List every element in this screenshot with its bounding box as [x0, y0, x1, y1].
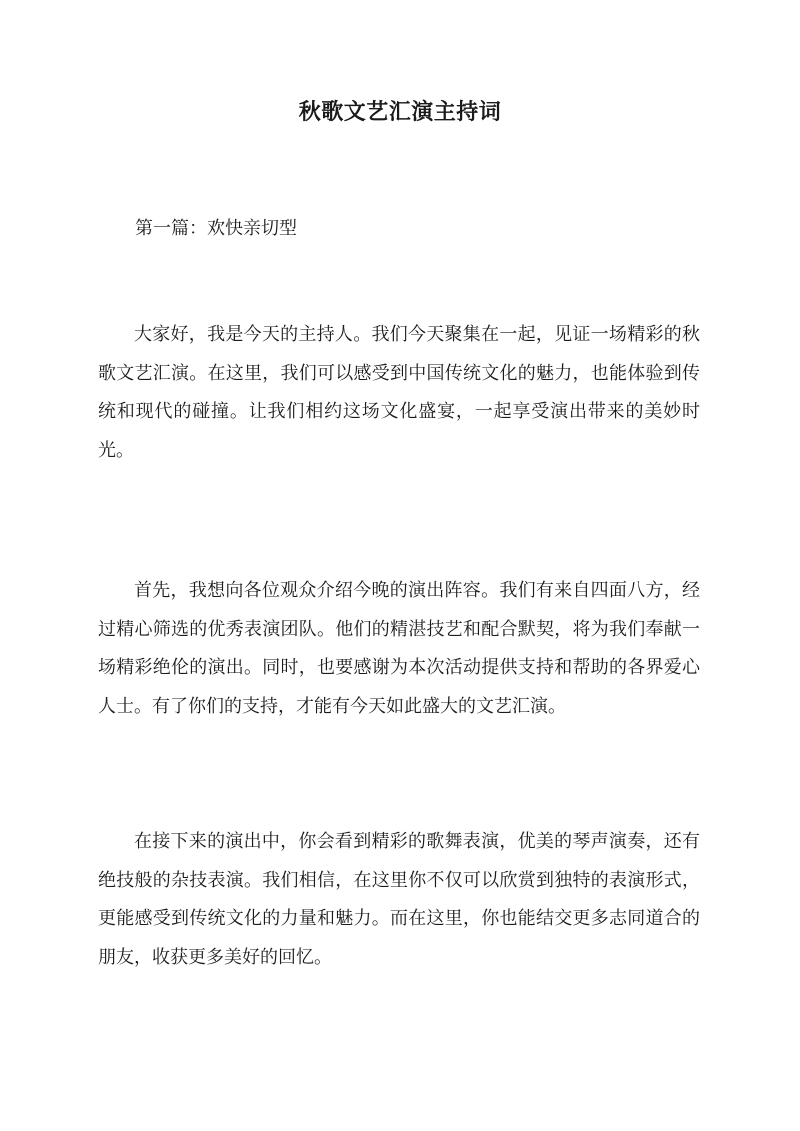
document-title: 秋歌文艺汇演主持词 [298, 99, 502, 125]
paragraph-intro: 大家好，我是今天的主持人。我们今天聚集在一起，见证一场精彩的秋歌文艺汇演。在这里，我们可以感受到中国传统文化的魅力，也能体验到传统和现代的碰撞。让我们相约这场文化盛宴，一起享受演出带来的美妙时光。 [98, 324, 700, 461]
paragraph-lineup: 首先，我想向各位观众介绍今晚的演出阵容。我们有来自四面八方，经过精心筛选的优秀表演团队。他们的精湛技艺和配合默契，将为我们奉献一场精彩绝伦的演出。同时，也要感谢为本次活动提供支持和帮助的各界爱心人士。有了你们的支持，才能有今天如此盛大的文艺汇演。 [98, 580, 700, 717]
paragraph-performances: 在接下来的演出中，你会看到精彩的歌舞表演，优美的琴声演奏，还有绝技般的杂技表演。我们相信，在这里你不仅可以欣赏到独特的表演形式，更能感受到传统文化的力量和魅力。而在这里，你也能结交更多志同道合的朋友，收获更多美好的回忆。 [98, 831, 700, 968]
section-heading: 第一篇：欢快亲切型 [135, 218, 297, 239]
